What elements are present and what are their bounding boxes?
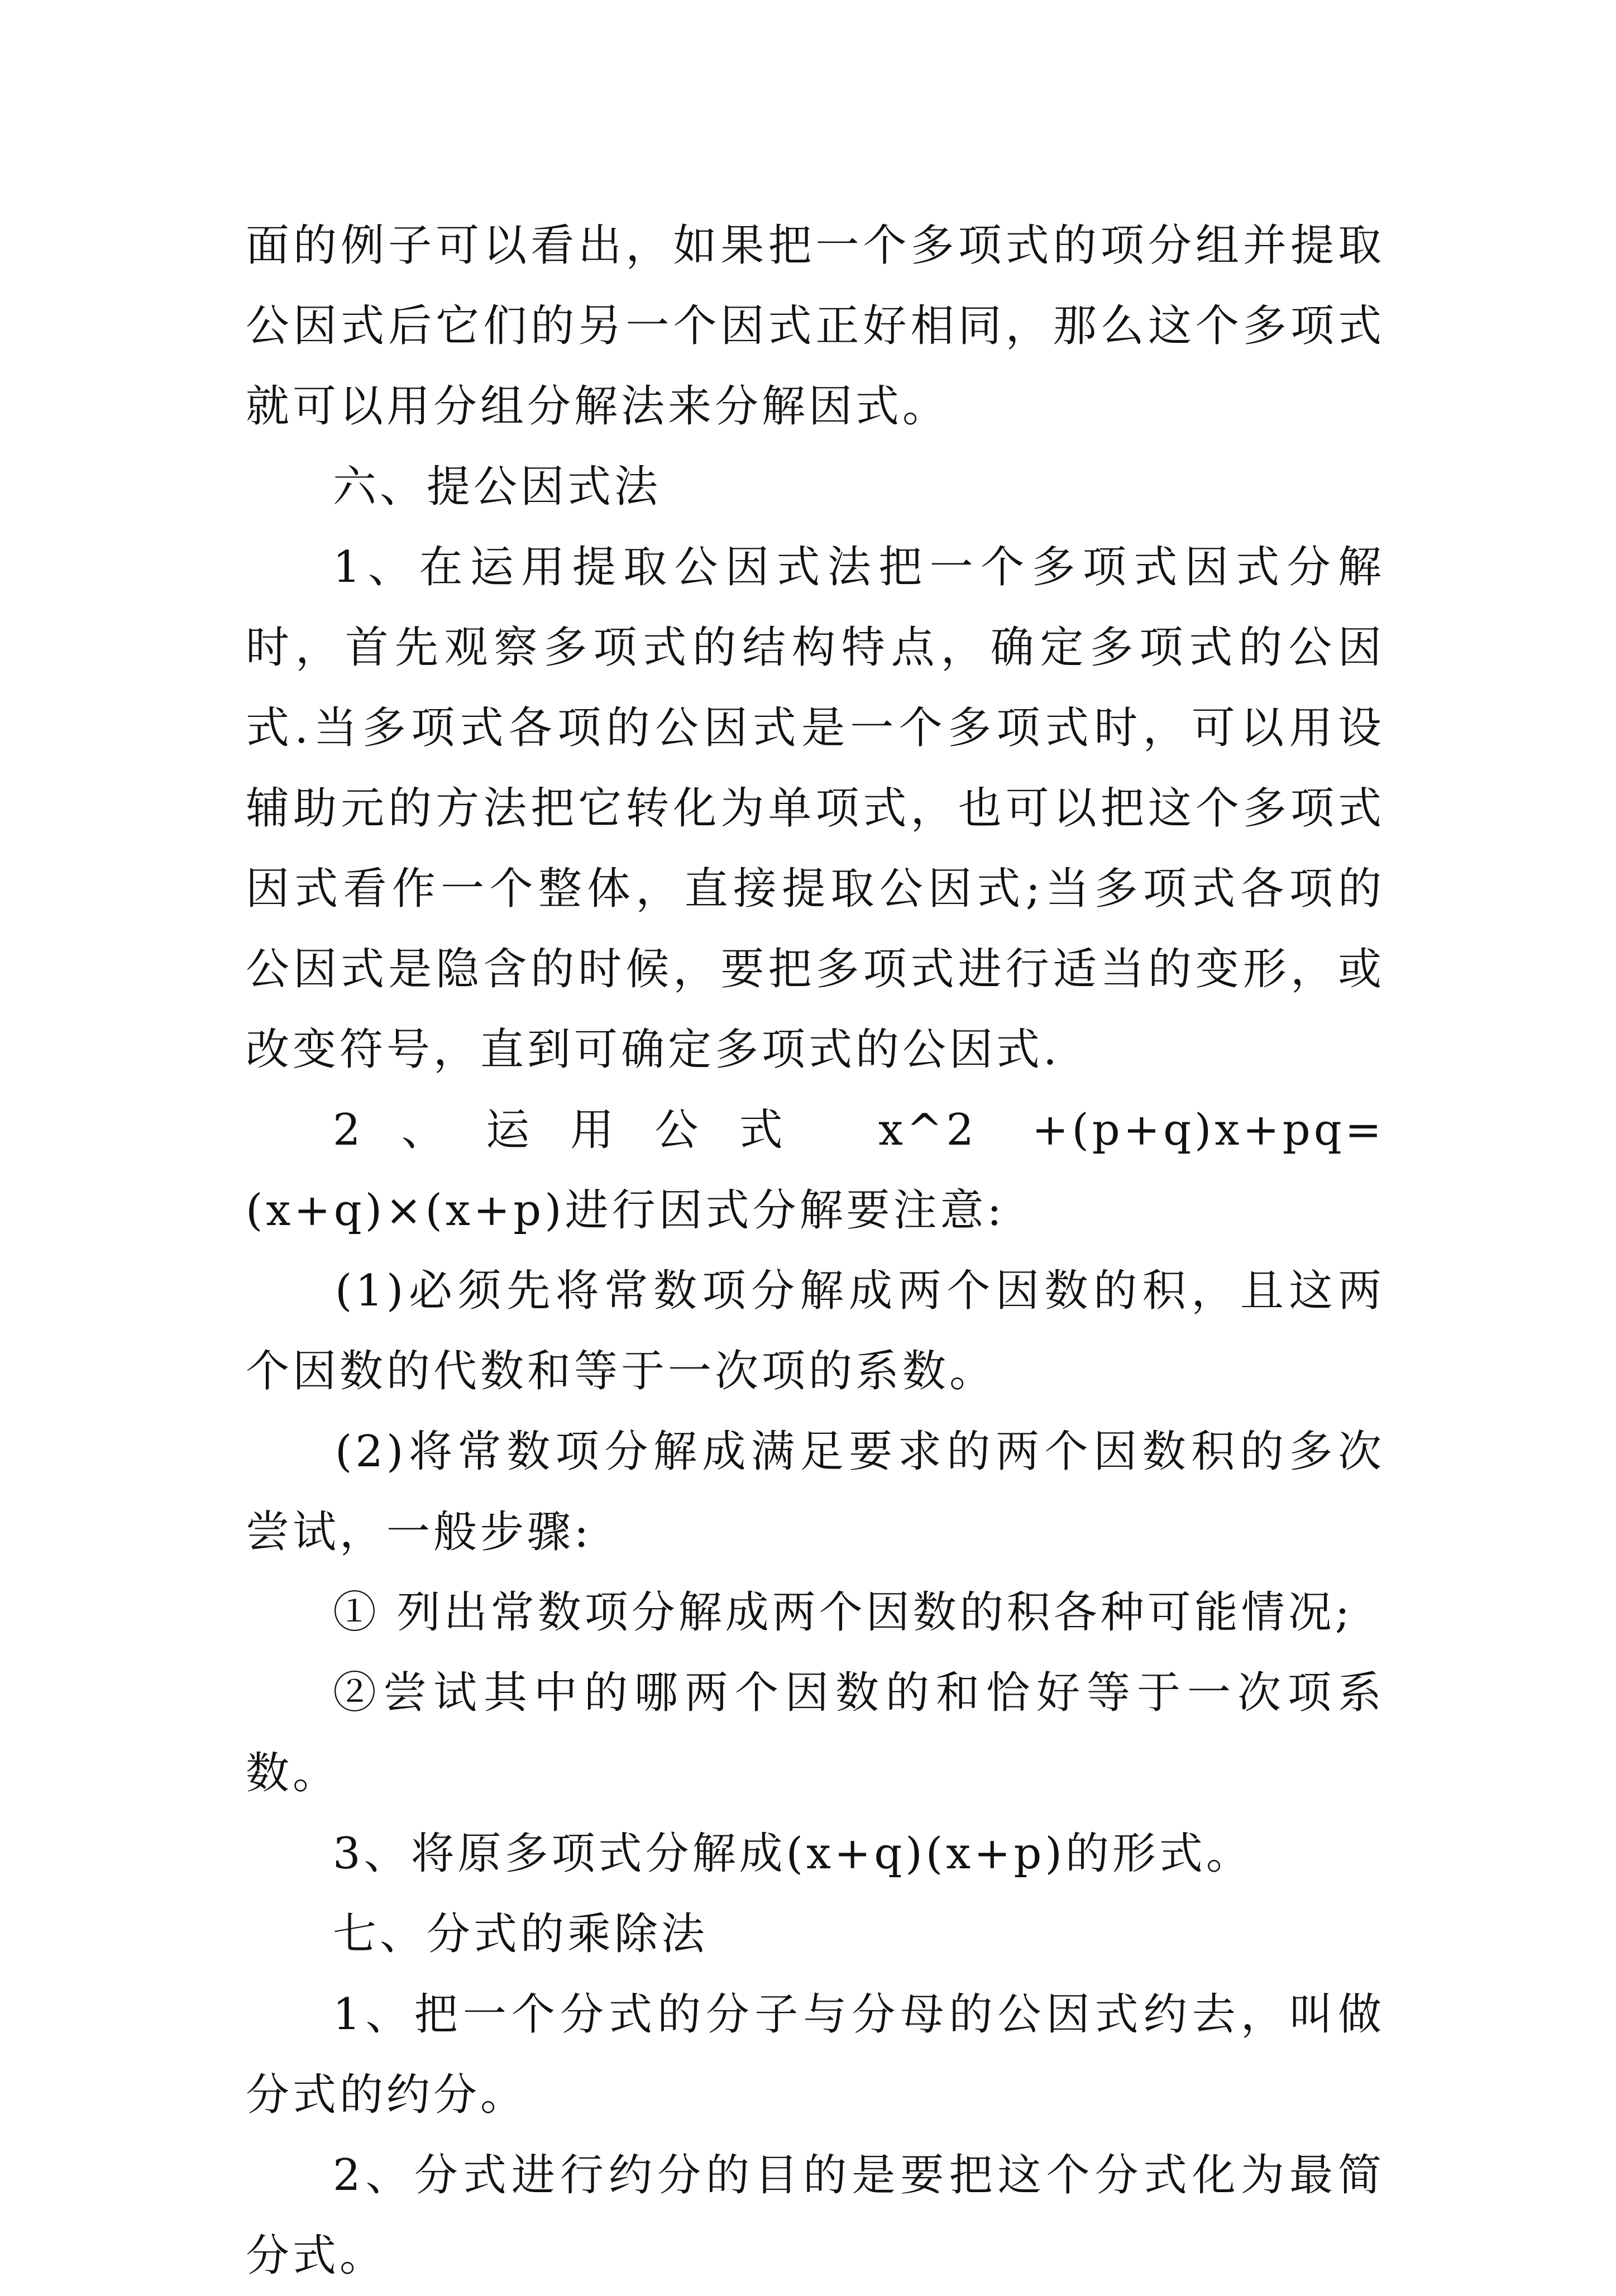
paragraph-reduction-goal: 2、分式进行约分的目的是要把这个分式化为最简分式。 [246,2150,1385,2281]
paragraph-note-1: (1)必须先将常数项分解成两个因数的积，且这两个因数的代数和等于一次项的系数。 [246,1266,1385,1396]
paragraph-continuation: 面的例子可以看出，如果把一个多项式的项分组并提取公因式后它们的另一个因式正好相同，那么这个多项式就可以用分组分解法来分解因式。 [246,221,1385,432]
paragraph-step-2: ②尝试其中的哪两个因数的和恰好等于一次项系数。 [246,1668,1385,1798]
section-heading-7: 七、分式的乘除法 [333,1909,709,1959]
section-heading-6: 六、提公因式法 [333,462,662,512]
paragraph-common-factor: 1、在运用提取公因式法把一个多项式因式分解时，首先观察多项式的结构特点，确定多项式的公因式.当多项式各项的公因式是一个多项式时，可以用设辅助元的方法把它转化为单项式，也可以把这个多项式因式看作一个整体，直接提取公因式;当多项式各项的公因式是隐含的时候，要把多项式进行适当的变形，或改变符号，直到可确定多项式的公因式. [246,542,1385,1075]
paragraph-step-1: ① 列出常数项分解成两个因数的积各种可能情况; [333,1587,1354,1638]
document-body [246,205,1385,2296]
paragraph-formula: 2、运用公式 x^2 +(p+q)x+pq=(x+q)×(x+p)进行因式分解要注意: [246,1105,1385,1236]
paragraph-reduction-def: 1、把一个分式的分子与分母的公因式约去，叫做分式的约分。 [246,1989,1385,2120]
paragraph-result-form: 3、将原多项式分解成(x+q)(x+p)的形式。 [333,1829,1253,1879]
paragraph-note-2: (2)将常数项分解成满足要求的两个因数积的多次尝试，一般步骤: [246,1427,1385,1557]
